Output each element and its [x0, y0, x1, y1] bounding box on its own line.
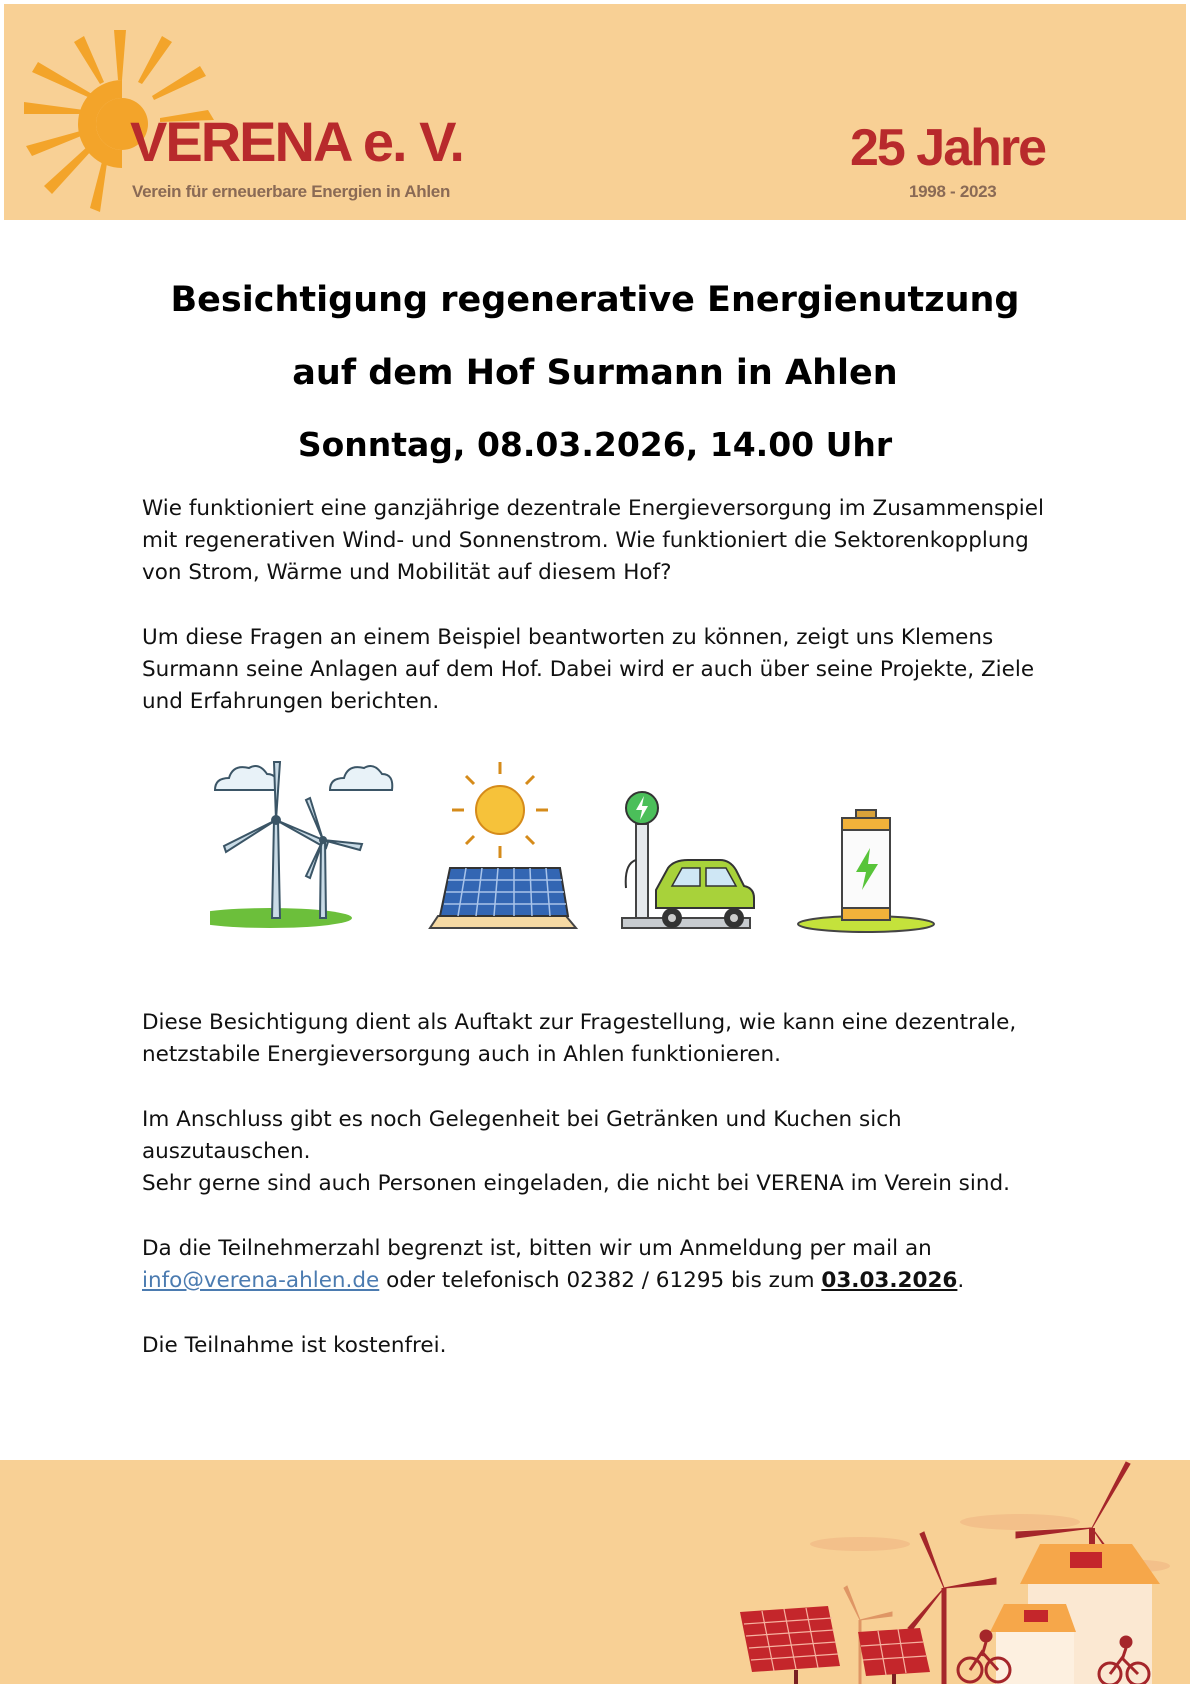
email-link[interactable]: info@verena-ahlen.de	[142, 1268, 380, 1293]
registration-intro: Da die Teilnehmerzahl begrenzt ist, bitten wir um Anmeldung per mail an	[142, 1236, 932, 1261]
anniversary-title: 25 Jahre	[850, 119, 1046, 177]
host-paragraph: Um diese Fragen an einem Beispiel beantworten zu können, zeigt uns Klemens Surmann seine Anlagen auf dem Hof. Dabei wird er auch über seine Projekte, Ziele und Erfahrungen berichten.	[142, 625, 1035, 714]
footer-banner	[0, 1460, 1190, 1684]
registration-paragraph	[142, 1233, 1072, 1297]
brand-tagline: Verein für erneuerbare Energien in Ahlen	[132, 182, 451, 201]
battery-icon	[798, 810, 934, 932]
deadline-period: .	[957, 1268, 965, 1293]
intro-paragraph: Wie funktioniert eine ganzjährige dezentrale Energieversorgung im Zusammenspiel mit regenerativen Wind- und Sonnenstrom. Wie funktioniert die Sektorenkopplung von Strom, Wärme und Mobilität auf diesem Hof?	[142, 496, 1044, 585]
footer-illustration	[0, 1460, 1190, 1684]
purpose-paragraph: Diese Besichtigung dient als Auftakt zur Fragestellung, wie kann eine dezentrale, netzstabile Energieversorgung auch in Ahlen funktionieren.	[142, 1010, 1017, 1067]
footer-solar-panel-icon	[740, 1606, 930, 1684]
energy-illustrations	[210, 760, 1010, 940]
brand-name: VERENA e. V.	[130, 110, 463, 173]
refreshments-paragraph: Im Anschluss gibt es noch Gelegenheit bei Getränken und Kuchen sich auszutauschen.	[142, 1107, 902, 1164]
invitation-paragraph: Sehr gerne sind auch Personen eingeladen, die nicht bei VERENA im Verein sind.	[142, 1171, 1010, 1196]
fee-note: Die Teilnahme ist kostenfrei.	[142, 1333, 447, 1358]
electric-car-charging-icon	[622, 792, 754, 928]
wind-turbines-icon	[210, 762, 392, 928]
header-banner	[4, 4, 1186, 220]
solar-panel-icon	[430, 762, 576, 928]
event-date: Sonntag, 08.03.2026, 14.00 Uhr	[297, 425, 893, 464]
event-title-line1: Besichtigung regenerative Energienutzung	[170, 280, 1020, 320]
event-title-line2: auf dem Hof Surmann in Ahlen	[292, 353, 898, 393]
registration-deadline: 03.03.2026	[821, 1268, 958, 1293]
phone-text: oder telefonisch 02382 / 61295 bis zum	[379, 1268, 822, 1293]
anniversary-years: 1998 - 2023	[909, 182, 997, 201]
